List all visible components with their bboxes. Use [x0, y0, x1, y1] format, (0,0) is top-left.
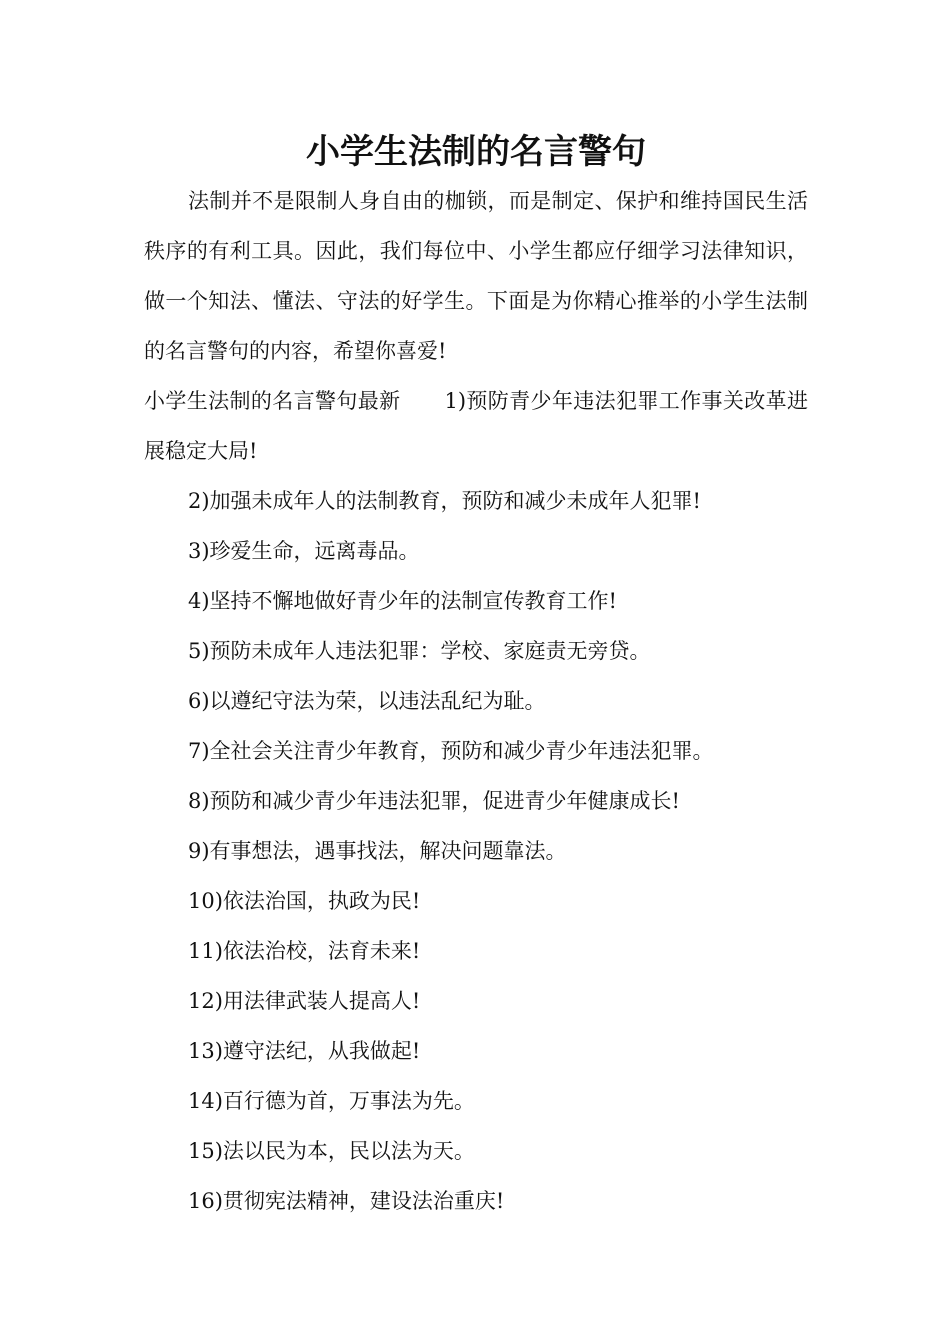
quote-item-6: 6)以遵纪守法为荣，以违法乱纪为耻。	[188, 689, 546, 713]
quote-item-11: 11)依法治校，法育未来!	[188, 939, 421, 963]
quote-item-7: 7)全社会关注青少年教育，预防和减少青少年违法犯罪。	[188, 739, 714, 763]
quote-list	[144, 476, 808, 1226]
first-quote: 1)预防青少年违法犯罪工作事关改革进展稳定大局!	[144, 389, 809, 463]
quote-item-5: 5)预防未成年人违法犯罪：学校、家庭责无旁贷。	[188, 639, 651, 663]
quote-item-4: 4)坚持不懈地做好青少年的法制宣传教育工作!	[188, 589, 617, 613]
quote-item-3: 3)珍爱生命，远离毒品。	[188, 539, 420, 563]
document-body	[144, 124, 808, 1226]
quote-item-13: 13)遵守法纪，从我做起!	[188, 1039, 421, 1063]
document-title: 小学生法制的名言警句	[306, 132, 646, 172]
section-heading: 小学生法制的名言警句最新	[144, 389, 401, 413]
quote-item-8: 8)预防和减少青少年违法犯罪，促进青少年健康成长!	[188, 789, 680, 813]
quote-item-2: 2)加强未成年人的法制教育，预防和减少未成年人犯罪!	[188, 489, 701, 513]
quote-item-10: 10)依法治国，执政为民!	[188, 889, 421, 913]
quote-item-15: 15)法以民为本，民以法为天。	[188, 1139, 475, 1163]
quote-item-16: 16)贯彻宪法精神，建设法治重庆!	[188, 1189, 505, 1213]
quote-item-14: 14)百行德为首，万事法为先。	[188, 1089, 475, 1113]
quote-item-12: 12)用法律武装人提高人!	[188, 989, 421, 1013]
section-paragraph	[144, 376, 808, 476]
intro-paragraph: 法制并不是限制人身自由的枷锁，而是制定、保护和维持国民生活秩序的有利工具。因此，我们每位中、小学生都应仔细学习法律知识，做一个知法、懂法、守法的好学生。下面是为你精心推举的小学生法制的名言警句的内容，希望你喜爱!	[144, 189, 808, 363]
quote-item-9: 9)有事想法，遇事找法，解决问题靠法。	[188, 839, 567, 863]
